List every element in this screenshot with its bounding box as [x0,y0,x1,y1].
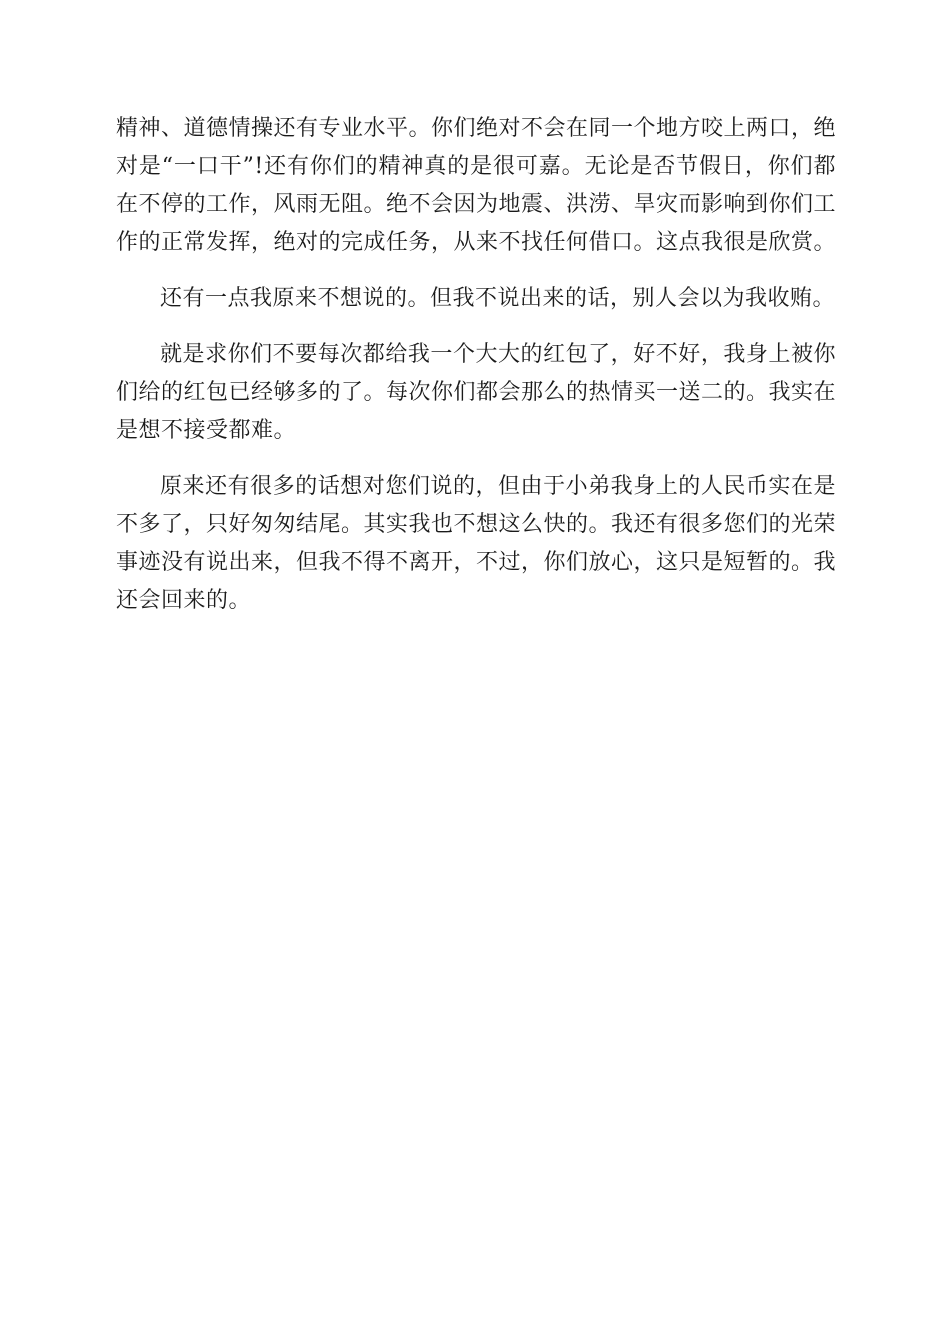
document-body [116,110,836,638]
paragraph-1: 精神、道德情操还有专业水平。你们绝对不会在同一个地方咬上两口，绝对是“一口干”!还有你们的精神真的是很可嘉。无论是否节假日，你们都在不停的工作，风雨无阻。绝不会因为地震、洪涝、旱灾而影响到你们工作的正常发挥，绝对的完成任务，从来不找任何借口。这点我很是欣赏。 [116,116,837,255]
paragraph-3: 就是求你们不要每次都给我一个大大的红包了，好不好，我身上被你们给的红包已经够多的了。每次你们都会那么的热情买一送二的。我实在是想不接受都难。 [116,342,837,443]
paragraph-2: 还有一点我原来不想说的。但我不说出来的话，别人会以为我收贿。 [160,286,836,311]
paragraph-4: 原来还有很多的话想对您们说的，但由于小弟我身上的人民币实在是不多了，只好匆匆结尾。其实我也不想这么快的。我还有很多您们的光荣事迹没有说出来，但我不得不离开，不过，你们放心，这只是短暂的。我还会回来的。 [116,474,837,613]
